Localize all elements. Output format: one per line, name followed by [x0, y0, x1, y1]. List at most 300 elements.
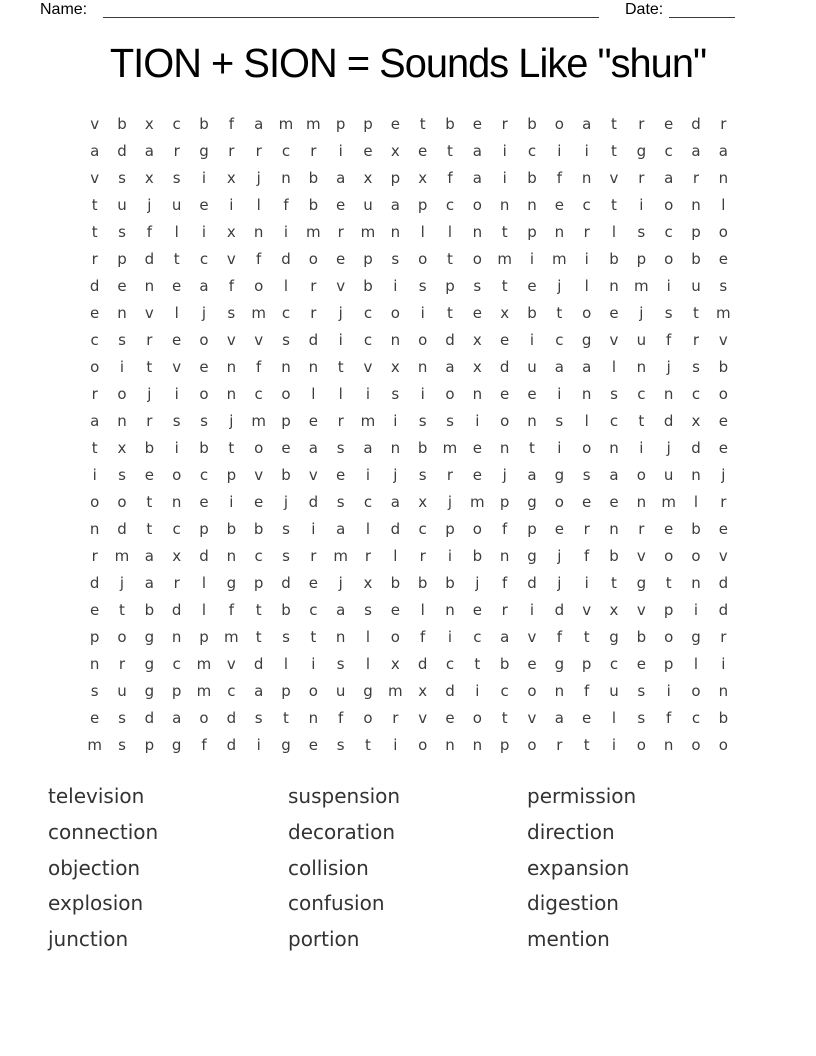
grid-letter: e [554, 520, 564, 538]
grid-letter: n [171, 628, 182, 646]
grid-letter: m [87, 736, 102, 754]
grid-letter: d [390, 520, 401, 538]
grid-letter: m [552, 250, 567, 268]
grid-letter: l [256, 196, 261, 214]
grid-letter: t [91, 439, 98, 457]
grid-letter: n [499, 547, 510, 565]
grid-letter: e [390, 601, 400, 619]
grid-letter: b [253, 520, 264, 538]
grid-letter: s [282, 331, 290, 349]
grid-letter: c [609, 412, 619, 430]
grid-letter: r [392, 709, 399, 727]
grid-letter: e [117, 277, 127, 295]
grid-letter: s [118, 736, 126, 754]
grid-letter: n [609, 277, 619, 295]
grid-letter: n [117, 304, 127, 322]
grid-letter: c [281, 304, 291, 322]
grid-letter: r [91, 547, 98, 565]
grid-letter: l [174, 304, 179, 322]
grid-letter: a [90, 412, 100, 430]
grid-letter: s [336, 736, 345, 754]
grid-letter: s [336, 439, 345, 457]
grid-letter: r [583, 223, 590, 241]
grid-letter: n [581, 169, 592, 187]
grid-letter: n [226, 358, 237, 376]
grid-letter: n [226, 385, 237, 403]
grid-letter: o [90, 358, 100, 376]
grid-letter: d [527, 574, 537, 592]
grid-letter: v [172, 358, 182, 376]
grid-letter: x [363, 169, 373, 187]
grid-letter: t [146, 520, 153, 538]
grid-letter: e [718, 520, 728, 538]
grid-letter: r [337, 223, 344, 241]
grid-letter: o [472, 520, 482, 538]
grid-letter: i [229, 196, 234, 214]
grid-letter: f [666, 331, 672, 349]
grid-letter: l [201, 574, 207, 592]
grid-letter: g [171, 736, 182, 754]
grid-letter: o [308, 250, 318, 268]
grid-letter: t [146, 493, 153, 511]
grid-letter: f [256, 358, 262, 376]
grid-letter: t [611, 142, 617, 160]
grid-letter: r [173, 574, 180, 592]
grid-letter: f [228, 277, 234, 295]
grid-letter: o [254, 277, 264, 295]
grid-letter: e [90, 601, 100, 619]
grid-letter: n [663, 385, 674, 403]
grid-letter: p [445, 520, 455, 538]
grid-letter: v [418, 709, 428, 727]
word-list-item: collision [288, 855, 369, 880]
grid-letter: u [171, 196, 182, 214]
grid-letter: n [117, 412, 127, 430]
grid-letter: a [90, 142, 100, 160]
grid-letter: x [226, 223, 236, 241]
grid-letter: e [308, 574, 318, 592]
grid-letter: p [199, 628, 209, 646]
grid-letter: c [90, 331, 99, 349]
grid-letter: g [527, 547, 537, 565]
grid-letter: v [254, 331, 264, 349]
grid-letter: t [665, 574, 672, 592]
grid-letter: e [664, 520, 674, 538]
grid-letter: j [119, 574, 125, 592]
grid-letter: r [91, 385, 98, 403]
grid-letter: t [447, 304, 453, 322]
grid-letter: c [199, 250, 209, 268]
grid-letter: p [417, 196, 428, 214]
grid-letter: o [418, 250, 428, 268]
grid-letter: v [609, 331, 619, 349]
grid-letter: j [557, 574, 562, 592]
grid-letter: a [445, 358, 455, 376]
grid-letter: i [502, 142, 507, 160]
grid-letter: v [636, 601, 646, 619]
grid-letter: a [718, 142, 728, 160]
grid-letter: i [584, 574, 589, 592]
grid-letter: g [636, 142, 647, 160]
grid-letter: e [336, 466, 346, 484]
grid-letter: n [472, 223, 483, 241]
grid-letter: b [117, 115, 127, 133]
grid-letter: t [419, 115, 426, 133]
grid-letter: m [716, 304, 731, 322]
grid-letter: m [251, 412, 266, 430]
grid-letter: c [281, 142, 291, 160]
grid-letter: t [173, 250, 180, 268]
grid-letter: o [390, 628, 400, 646]
grid-letter: b [445, 115, 455, 133]
grid-letter: p [281, 412, 291, 430]
grid-letter: s [418, 412, 427, 430]
grid-letter: d [117, 142, 127, 160]
word-list-column [288, 779, 400, 958]
grid-letter: e [308, 736, 318, 754]
grid-letter: t [583, 628, 590, 646]
grid-letter: b [281, 466, 291, 484]
grid-letter: c [254, 385, 263, 403]
grid-letter: g [144, 655, 155, 673]
grid-letter: i [311, 655, 316, 673]
grid-letter: c [609, 655, 619, 673]
grid-letter: p [527, 223, 537, 241]
grid-letter: a [308, 439, 318, 457]
grid-letter: n [718, 682, 729, 700]
grid-letter: s [637, 223, 646, 241]
grid-letter: n [691, 466, 701, 484]
name-fill-line [103, 2, 599, 18]
word-list-item: television [48, 784, 145, 808]
grid-letter: p [253, 574, 264, 592]
grid-letter: j [557, 547, 562, 565]
word-list-item: expansion [527, 855, 630, 880]
grid-letter: x [418, 682, 428, 700]
grid-letter: j [721, 466, 726, 484]
grid-letter: e [172, 277, 182, 295]
grid-letter: i [721, 655, 726, 673]
grid-letter: g [691, 628, 701, 646]
grid-letter: s [664, 304, 673, 322]
grid-letter: n [89, 655, 100, 673]
grid-letter: j [338, 304, 343, 322]
grid-letter: a [172, 709, 182, 727]
grid-letter: s [637, 709, 646, 727]
grid-letter: i [557, 385, 562, 403]
grid-letter: a [144, 547, 154, 565]
grid-letter: r [501, 601, 508, 619]
grid-letter: b [363, 277, 373, 295]
grid-letter: j [393, 466, 398, 484]
name-label: Name: [40, 1, 88, 18]
grid-letter: n [171, 493, 182, 511]
grid-letter: j [256, 169, 261, 187]
grid-letter: b [472, 547, 483, 565]
grid-letter: b [527, 169, 537, 187]
grid-letter: r [692, 169, 700, 187]
date-fill-line [669, 2, 735, 18]
grid-letter: o [664, 628, 674, 646]
grid-letter: n [390, 439, 401, 457]
grid-letter: a [582, 358, 592, 376]
grid-letter: n [281, 169, 291, 187]
grid-letter: e [527, 277, 537, 295]
grid-letter: a [664, 169, 674, 187]
grid-letter: n [472, 736, 483, 754]
grid-letter: p [636, 250, 647, 268]
grid-letter: v [144, 304, 154, 322]
grid-letter: m [333, 547, 348, 565]
grid-letter: p [527, 520, 537, 538]
grid-letter: d [445, 682, 455, 700]
grid-letter: o [199, 331, 209, 349]
grid-letter: i [365, 466, 371, 484]
grid-letter: b [499, 655, 510, 673]
grid-letter: l [365, 520, 371, 538]
grid-letter: o [472, 196, 482, 214]
grid-letter: p [199, 520, 209, 538]
grid-letter: f [283, 196, 289, 214]
grid-letter: x [418, 169, 428, 187]
grid-letter: i [393, 736, 398, 754]
grid-letter: i [420, 304, 425, 322]
grid-letter: o [500, 412, 510, 430]
grid-letter: n [609, 439, 619, 457]
word-list-item: decoration [288, 819, 396, 844]
grid-letter: t [365, 736, 371, 754]
grid-letter: i [611, 736, 617, 754]
grid-letter: b [308, 169, 319, 187]
grid-letter: e [199, 493, 209, 511]
grid-letter: t [611, 574, 617, 592]
grid-letter: b [636, 628, 647, 646]
grid-letter: r [228, 142, 235, 160]
grid-letter: s [282, 547, 290, 565]
grid-letter: n [499, 196, 510, 214]
grid-letter: r [638, 169, 645, 187]
grid-letter: g [554, 466, 565, 484]
grid-letter: p [117, 250, 127, 268]
grid-letter: b [718, 358, 729, 376]
grid-letter: c [664, 142, 673, 160]
grid-letter: s [282, 628, 290, 646]
grid-letter: u [335, 682, 346, 700]
grid-letter: o [718, 223, 728, 241]
grid-letter: i [420, 385, 425, 403]
grid-letter: g [281, 736, 291, 754]
grid-letter: t [501, 277, 508, 295]
grid-letter: l [721, 196, 726, 214]
grid-letter: a [472, 142, 482, 160]
grid-letter: s [555, 412, 564, 430]
grid-letter: a [554, 709, 564, 727]
grid-letter: r [720, 115, 727, 133]
grid-letter: c [473, 628, 482, 646]
grid-letter: r [692, 331, 700, 349]
grid-letter: j [147, 385, 152, 403]
grid-letter: m [497, 250, 512, 268]
grid-letter: j [639, 304, 644, 322]
grid-letter: c [418, 520, 427, 538]
grid-letter: d [499, 358, 510, 376]
grid-letter: i [393, 277, 398, 295]
grid-letter: l [420, 601, 425, 619]
grid-letter: v [90, 169, 100, 187]
grid-letter: l [311, 385, 316, 403]
grid-letter: t [310, 628, 317, 646]
grid-letter: c [254, 547, 263, 565]
grid-letter: l [693, 655, 699, 673]
grid-letter: p [89, 628, 100, 646]
grid-letter: v [582, 601, 592, 619]
grid-letter: g [609, 628, 619, 646]
grid-letter: x [418, 493, 428, 511]
grid-letter: i [639, 196, 644, 214]
word-list-item: mention [527, 927, 610, 952]
grid-letter: a [254, 115, 264, 133]
grid-letter: f [584, 547, 590, 565]
grid-letter: n [554, 682, 565, 700]
grid-letter: o [664, 196, 674, 214]
grid-letter: e [609, 493, 619, 511]
word-list-item: connection [48, 819, 159, 844]
grid-letter: o [527, 736, 537, 754]
grid-letter: d [718, 601, 729, 619]
grid-letter: s [364, 601, 372, 619]
grid-letter: s [336, 655, 345, 673]
grid-letter: l [611, 709, 617, 727]
grid-letter: o [718, 385, 728, 403]
grid-letter: t [529, 439, 535, 457]
grid-letter: a [336, 601, 346, 619]
grid-letter: s [391, 250, 400, 268]
grid-letter: o [636, 466, 646, 484]
grid-letter: g [527, 493, 537, 511]
grid-letter: a [254, 682, 264, 700]
grid-letter: n [527, 196, 537, 214]
grid-letter: d [199, 547, 209, 565]
grid-letter: e [281, 439, 291, 457]
grid-letter: b [417, 574, 428, 592]
grid-letter: c [363, 304, 373, 322]
grid-letter: m [360, 223, 376, 241]
grid-letter: p [281, 682, 291, 700]
grid-letter: l [338, 385, 343, 403]
grid-letter: e [582, 493, 592, 511]
grid-letter: g [581, 331, 592, 349]
grid-letter: o [582, 304, 592, 322]
grid-letter: d [89, 277, 100, 295]
grid-letter: m [661, 493, 676, 511]
grid-letter: c [309, 601, 318, 619]
grid-letter: o [636, 736, 646, 754]
grid-letter: a [144, 574, 154, 592]
grid-letter: c [227, 682, 236, 700]
grid-letter: e [472, 466, 482, 484]
grid-letter: n [390, 331, 401, 349]
grid-letter: a [554, 358, 564, 376]
grid-letter: a [609, 466, 619, 484]
grid-letter: n [527, 412, 537, 430]
grid-letter: m [196, 655, 212, 673]
grid-letter: f [201, 736, 207, 754]
grid-letter: e [582, 709, 592, 727]
grid-letter: n [499, 439, 510, 457]
grid-letter: v [363, 358, 373, 376]
grid-letter: t [91, 223, 98, 241]
grid-letter: b [390, 574, 401, 592]
grid-letter: b [527, 115, 537, 133]
grid-letter: t [447, 142, 453, 160]
grid-letter: e [472, 304, 482, 322]
grid-letter: n [253, 223, 264, 241]
grid-letter: x [390, 655, 400, 673]
grid-letter: r [364, 547, 372, 565]
grid-letter: n [308, 709, 319, 727]
grid-letter: j [666, 358, 671, 376]
grid-letter: v [527, 709, 537, 727]
grid-letter: f [666, 709, 672, 727]
grid-letter: j [502, 466, 507, 484]
grid-letter: t [119, 601, 125, 619]
grid-letter: v [609, 169, 619, 187]
grid-letter: n [581, 385, 592, 403]
grid-letter: u [363, 196, 373, 214]
grid-letter: e [554, 196, 564, 214]
grid-letter: r [173, 142, 180, 160]
grid-letter: r [638, 115, 645, 133]
grid-letter: e [445, 709, 455, 727]
grid-letter: j [283, 493, 289, 511]
grid-letter: s [118, 169, 126, 187]
grid-letter: d [281, 250, 291, 268]
grid-letter: l [584, 412, 589, 430]
grid-letter: f [338, 709, 344, 727]
grid-letter: e [336, 196, 346, 214]
grid-letter: b [144, 439, 155, 457]
grid-letter: p [144, 736, 155, 754]
grid-letter: v [226, 655, 236, 673]
grid-letter: l [201, 601, 207, 619]
grid-letter: b [609, 547, 619, 565]
grid-letter: n [417, 358, 428, 376]
grid-letter: o [554, 115, 564, 133]
grid-letter: r [118, 655, 126, 673]
grid-letter: r [310, 277, 317, 295]
grid-letter: r [501, 115, 508, 133]
grid-letter: j [557, 277, 562, 295]
word-list [0, 779, 816, 979]
grid-letter: x [500, 304, 510, 322]
grid-letter: s [418, 466, 427, 484]
grid-letter: l [584, 277, 589, 295]
grid-letter: m [251, 304, 266, 322]
grid-letter: d [144, 250, 155, 268]
grid-letter: e [500, 385, 510, 403]
grid-letter: r [638, 520, 645, 538]
grid-letter: i [92, 466, 97, 484]
grid-letter: i [529, 601, 535, 619]
grid-letter: u [117, 196, 127, 214]
grid-letter: n [226, 547, 237, 565]
grid-letter: p [335, 115, 346, 133]
grid-letter: r [146, 412, 153, 430]
grid-letter: e [390, 115, 400, 133]
grid-letter: a [390, 493, 400, 511]
grid-letter: j [475, 574, 480, 592]
grid-letter: r [446, 466, 454, 484]
